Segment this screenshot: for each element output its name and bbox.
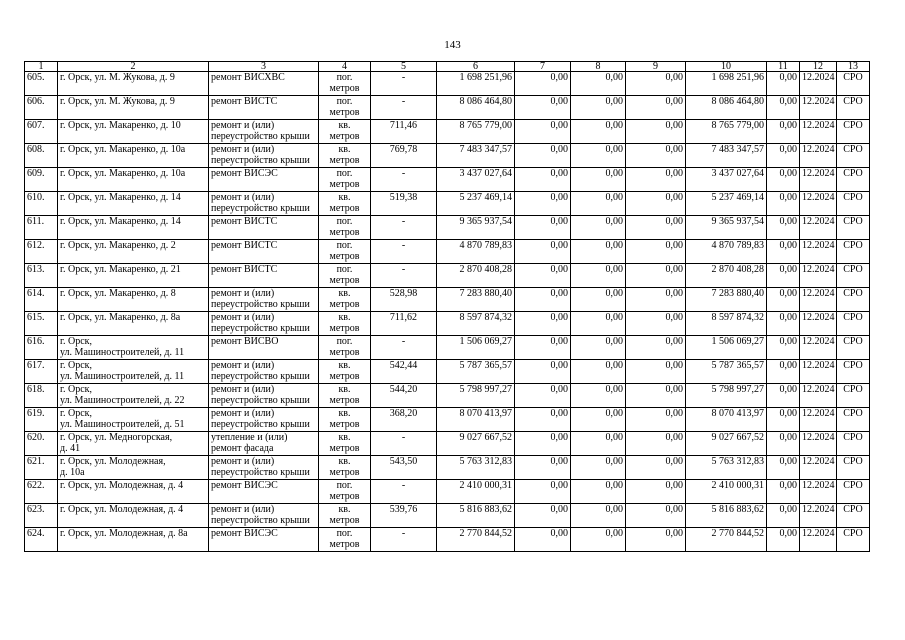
col10-cost-cell: 9 027 667,52 [686, 432, 767, 456]
col8-cell: 0,00 [571, 72, 626, 96]
row-number: 620. [25, 432, 58, 456]
unit-cell: пог. метров [319, 96, 371, 120]
total-cost-cell: 2 410 000,31 [437, 480, 515, 504]
table-row [25, 456, 870, 480]
col10-cost-cell: 5 237 469,14 [686, 192, 767, 216]
col11-cell: 0,00 [767, 96, 800, 120]
deadline-cell: 12.2024 [800, 144, 837, 168]
unit-cell: кв. метров [319, 144, 371, 168]
total-cost-cell: 5 787 365,57 [437, 360, 515, 384]
unit-cell: кв. метров [319, 288, 371, 312]
work-type-cell: ремонт ВИСХВС [209, 72, 319, 96]
col9-cell: 0,00 [626, 336, 686, 360]
total-cost-cell: 9 027 667,52 [437, 432, 515, 456]
col7-cell: 0,00 [515, 96, 571, 120]
table-row [25, 96, 870, 120]
address-cell: г. Орск, ул. Макаренко, д. 14 [58, 216, 209, 240]
address-cell: г. Орск, ул. Машиностроителей, д. 22 [58, 384, 209, 408]
volume-cell: - [371, 480, 437, 504]
col10-cost-cell: 8 765 779,00 [686, 120, 767, 144]
work-type-cell: ремонт и (или) переустройство крыши [209, 120, 319, 144]
row-number: 615. [25, 312, 58, 336]
col7-cell: 0,00 [515, 240, 571, 264]
organization-cell: СРО [837, 192, 870, 216]
organization-cell: СРО [837, 168, 870, 192]
total-cost-cell: 8 070 413,97 [437, 408, 515, 432]
deadline-cell: 12.2024 [800, 432, 837, 456]
row-number: 607. [25, 120, 58, 144]
col8-cell: 0,00 [571, 504, 626, 528]
work-type-cell: ремонт и (или) переустройство крыши [209, 504, 319, 528]
organization-cell: СРО [837, 120, 870, 144]
col7-cell: 0,00 [515, 288, 571, 312]
column-header: 2 [58, 62, 209, 72]
col9-cell: 0,00 [626, 120, 686, 144]
address-cell: г. Орск, ул. Молодежная, д. 8а [58, 528, 209, 552]
work-type-cell: ремонт и (или) переустройство крыши [209, 312, 319, 336]
col10-cost-cell: 2 870 408,28 [686, 264, 767, 288]
unit-cell: пог. метров [319, 480, 371, 504]
col10-cost-cell: 8 086 464,80 [686, 96, 767, 120]
col9-cell: 0,00 [626, 168, 686, 192]
col11-cell: 0,00 [767, 168, 800, 192]
col11-cell: 0,00 [767, 480, 800, 504]
col7-cell: 0,00 [515, 192, 571, 216]
col10-cost-cell: 7 483 347,57 [686, 144, 767, 168]
data-table [24, 61, 870, 552]
col11-cell: 0,00 [767, 432, 800, 456]
col7-cell: 0,00 [515, 504, 571, 528]
column-header: 1 [25, 62, 58, 72]
unit-cell: пог. метров [319, 240, 371, 264]
row-number: 611. [25, 216, 58, 240]
unit-cell: кв. метров [319, 120, 371, 144]
work-type-cell: ремонт ВИСТС [209, 216, 319, 240]
volume-cell: 539,76 [371, 504, 437, 528]
volume-cell: 544,20 [371, 384, 437, 408]
col10-cost-cell: 3 437 027,64 [686, 168, 767, 192]
address-cell: г. Орск, ул. М. Жукова, д. 9 [58, 96, 209, 120]
col11-cell: 0,00 [767, 336, 800, 360]
total-cost-cell: 8 086 464,80 [437, 96, 515, 120]
col8-cell: 0,00 [571, 96, 626, 120]
total-cost-cell: 2 770 844,52 [437, 528, 515, 552]
address-cell: г. Орск, ул. Машиностроителей, д. 51 [58, 408, 209, 432]
col9-cell: 0,00 [626, 360, 686, 384]
column-header: 9 [626, 62, 686, 72]
address-cell: г. Орск, ул. Макаренко, д. 10 [58, 120, 209, 144]
col8-cell: 0,00 [571, 168, 626, 192]
col7-cell: 0,00 [515, 72, 571, 96]
organization-cell: СРО [837, 504, 870, 528]
col10-cost-cell: 8 070 413,97 [686, 408, 767, 432]
col10-cost-cell: 5 798 997,27 [686, 384, 767, 408]
deadline-cell: 12.2024 [800, 504, 837, 528]
unit-cell: кв. метров [319, 312, 371, 336]
volume-cell: 542,44 [371, 360, 437, 384]
deadline-cell: 12.2024 [800, 408, 837, 432]
col10-cost-cell: 2 410 000,31 [686, 480, 767, 504]
col10-cost-cell: 7 283 880,40 [686, 288, 767, 312]
unit-cell: пог. метров [319, 168, 371, 192]
deadline-cell: 12.2024 [800, 528, 837, 552]
table-row [25, 288, 870, 312]
col8-cell: 0,00 [571, 288, 626, 312]
col9-cell: 0,00 [626, 144, 686, 168]
deadline-cell: 12.2024 [800, 384, 837, 408]
col9-cell: 0,00 [626, 240, 686, 264]
row-number: 624. [25, 528, 58, 552]
deadline-cell: 12.2024 [800, 96, 837, 120]
col7-cell: 0,00 [515, 336, 571, 360]
address-cell: г. Орск, ул. М. Жукова, д. 9 [58, 72, 209, 96]
table-row [25, 192, 870, 216]
address-cell: г. Орск, ул. Макаренко, д. 8а [58, 312, 209, 336]
address-cell: г. Орск, ул. Молодежная, д. 4 [58, 480, 209, 504]
table-row [25, 408, 870, 432]
volume-cell: - [371, 336, 437, 360]
col11-cell: 0,00 [767, 360, 800, 384]
organization-cell: СРО [837, 264, 870, 288]
col9-cell: 0,00 [626, 480, 686, 504]
work-type-cell: ремонт ВИСЭС [209, 168, 319, 192]
table-row [25, 216, 870, 240]
deadline-cell: 12.2024 [800, 216, 837, 240]
col10-cost-cell: 1 506 069,27 [686, 336, 767, 360]
col8-cell: 0,00 [571, 264, 626, 288]
col9-cell: 0,00 [626, 192, 686, 216]
col9-cell: 0,00 [626, 312, 686, 336]
col11-cell: 0,00 [767, 288, 800, 312]
organization-cell: СРО [837, 480, 870, 504]
table-row [25, 504, 870, 528]
col8-cell: 0,00 [571, 456, 626, 480]
unit-cell: пог. метров [319, 528, 371, 552]
volume-cell: 711,62 [371, 312, 437, 336]
col9-cell: 0,00 [626, 96, 686, 120]
table-row [25, 120, 870, 144]
col10-cost-cell: 2 770 844,52 [686, 528, 767, 552]
column-header: 10 [686, 62, 767, 72]
volume-cell: 528,98 [371, 288, 437, 312]
total-cost-cell: 5 763 312,83 [437, 456, 515, 480]
table-row [25, 360, 870, 384]
organization-cell: СРО [837, 144, 870, 168]
col7-cell: 0,00 [515, 144, 571, 168]
row-number: 614. [25, 288, 58, 312]
unit-cell: кв. метров [319, 456, 371, 480]
row-number: 621. [25, 456, 58, 480]
col10-cost-cell: 5 816 883,62 [686, 504, 767, 528]
organization-cell: СРО [837, 456, 870, 480]
organization-cell: СРО [837, 384, 870, 408]
address-cell: г. Орск, ул. Макаренко, д. 8 [58, 288, 209, 312]
organization-cell: СРО [837, 312, 870, 336]
col8-cell: 0,00 [571, 144, 626, 168]
volume-cell: - [371, 240, 437, 264]
column-header: 12 [800, 62, 837, 72]
col7-cell: 0,00 [515, 528, 571, 552]
col7-cell: 0,00 [515, 216, 571, 240]
col11-cell: 0,00 [767, 120, 800, 144]
col8-cell: 0,00 [571, 120, 626, 144]
volume-cell: - [371, 264, 437, 288]
row-number: 617. [25, 360, 58, 384]
col7-cell: 0,00 [515, 120, 571, 144]
address-cell: г. Орск, ул. Макаренко, д. 10а [58, 168, 209, 192]
col11-cell: 0,00 [767, 192, 800, 216]
deadline-cell: 12.2024 [800, 360, 837, 384]
volume-cell: 711,46 [371, 120, 437, 144]
col7-cell: 0,00 [515, 480, 571, 504]
row-number: 609. [25, 168, 58, 192]
col7-cell: 0,00 [515, 264, 571, 288]
total-cost-cell: 7 283 880,40 [437, 288, 515, 312]
deadline-cell: 12.2024 [800, 72, 837, 96]
column-header: 3 [209, 62, 319, 72]
volume-cell: - [371, 96, 437, 120]
col8-cell: 0,00 [571, 360, 626, 384]
total-cost-cell: 1 698 251,96 [437, 72, 515, 96]
col8-cell: 0,00 [571, 312, 626, 336]
total-cost-cell: 8 597 874,32 [437, 312, 515, 336]
col9-cell: 0,00 [626, 264, 686, 288]
deadline-cell: 12.2024 [800, 312, 837, 336]
total-cost-cell: 4 870 789,83 [437, 240, 515, 264]
col7-cell: 0,00 [515, 408, 571, 432]
organization-cell: СРО [837, 432, 870, 456]
total-cost-cell: 9 365 937,54 [437, 216, 515, 240]
row-number: 618. [25, 384, 58, 408]
unit-cell: кв. метров [319, 432, 371, 456]
column-number-row [25, 62, 870, 72]
col11-cell: 0,00 [767, 504, 800, 528]
unit-cell: пог. метров [319, 216, 371, 240]
col11-cell: 0,00 [767, 240, 800, 264]
col8-cell: 0,00 [571, 240, 626, 264]
col9-cell: 0,00 [626, 216, 686, 240]
col8-cell: 0,00 [571, 336, 626, 360]
row-number: 623. [25, 504, 58, 528]
col11-cell: 0,00 [767, 264, 800, 288]
total-cost-cell: 5 237 469,14 [437, 192, 515, 216]
total-cost-cell: 5 798 997,27 [437, 384, 515, 408]
column-header: 6 [437, 62, 515, 72]
organization-cell: СРО [837, 72, 870, 96]
col7-cell: 0,00 [515, 456, 571, 480]
col9-cell: 0,00 [626, 456, 686, 480]
col10-cost-cell: 8 597 874,32 [686, 312, 767, 336]
volume-cell: 368,20 [371, 408, 437, 432]
col9-cell: 0,00 [626, 432, 686, 456]
col8-cell: 0,00 [571, 432, 626, 456]
organization-cell: СРО [837, 336, 870, 360]
work-type-cell: ремонт ВИСТС [209, 264, 319, 288]
col11-cell: 0,00 [767, 384, 800, 408]
column-header: 7 [515, 62, 571, 72]
work-type-cell: ремонт ВИСВО [209, 336, 319, 360]
col7-cell: 0,00 [515, 360, 571, 384]
work-type-cell: ремонт и (или) переустройство крыши [209, 288, 319, 312]
table-row [25, 144, 870, 168]
col9-cell: 0,00 [626, 504, 686, 528]
work-type-cell: ремонт и (или) переустройство крыши [209, 144, 319, 168]
unit-cell: пог. метров [319, 264, 371, 288]
organization-cell: СРО [837, 360, 870, 384]
address-cell: г. Орск, ул. Молодежная, д. 4 [58, 504, 209, 528]
volume-cell: - [371, 72, 437, 96]
unit-cell: кв. метров [319, 192, 371, 216]
address-cell: г. Орск, ул. Макаренко, д. 2 [58, 240, 209, 264]
work-type-cell: ремонт ВИСТС [209, 240, 319, 264]
total-cost-cell: 1 506 069,27 [437, 336, 515, 360]
address-cell: г. Орск, ул. Молодежная, д. 10а [58, 456, 209, 480]
col11-cell: 0,00 [767, 144, 800, 168]
col9-cell: 0,00 [626, 408, 686, 432]
col9-cell: 0,00 [626, 384, 686, 408]
col7-cell: 0,00 [515, 312, 571, 336]
row-number: 616. [25, 336, 58, 360]
work-type-cell: утепление и (или) ремонт фасада [209, 432, 319, 456]
col11-cell: 0,00 [767, 312, 800, 336]
unit-cell: пог. метров [319, 336, 371, 360]
table-row [25, 480, 870, 504]
col10-cost-cell: 1 698 251,96 [686, 72, 767, 96]
row-number: 606. [25, 96, 58, 120]
col11-cell: 0,00 [767, 528, 800, 552]
col7-cell: 0,00 [515, 384, 571, 408]
organization-cell: СРО [837, 408, 870, 432]
row-number: 610. [25, 192, 58, 216]
address-cell: г. Орск, ул. Медногорская, д. 41 [58, 432, 209, 456]
deadline-cell: 12.2024 [800, 168, 837, 192]
work-type-cell: ремонт ВИСТС [209, 96, 319, 120]
total-cost-cell: 5 816 883,62 [437, 504, 515, 528]
address-cell: г. Орск, ул. Макаренко, д. 14 [58, 192, 209, 216]
col9-cell: 0,00 [626, 528, 686, 552]
col10-cost-cell: 4 870 789,83 [686, 240, 767, 264]
deadline-cell: 12.2024 [800, 336, 837, 360]
column-header: 11 [767, 62, 800, 72]
address-cell: г. Орск, ул. Машиностроителей, д. 11 [58, 360, 209, 384]
col9-cell: 0,00 [626, 72, 686, 96]
deadline-cell: 12.2024 [800, 240, 837, 264]
table-row [25, 264, 870, 288]
deadline-cell: 12.2024 [800, 480, 837, 504]
volume-cell: - [371, 216, 437, 240]
volume-cell: - [371, 432, 437, 456]
column-header: 4 [319, 62, 371, 72]
work-type-cell: ремонт и (или) переустройство крыши [209, 192, 319, 216]
page-number: 143 [444, 39, 461, 51]
col8-cell: 0,00 [571, 216, 626, 240]
total-cost-cell: 8 765 779,00 [437, 120, 515, 144]
column-header: 5 [371, 62, 437, 72]
col8-cell: 0,00 [571, 408, 626, 432]
row-number: 605. [25, 72, 58, 96]
row-number: 612. [25, 240, 58, 264]
organization-cell: СРО [837, 528, 870, 552]
organization-cell: СРО [837, 216, 870, 240]
col9-cell: 0,00 [626, 288, 686, 312]
work-type-cell: ремонт и (или) переустройство крыши [209, 456, 319, 480]
deadline-cell: 12.2024 [800, 288, 837, 312]
col8-cell: 0,00 [571, 528, 626, 552]
work-type-cell: ремонт и (или) переустройство крыши [209, 384, 319, 408]
organization-cell: СРО [837, 240, 870, 264]
work-type-cell: ремонт ВИСЭС [209, 528, 319, 552]
work-type-cell: ремонт и (или) переустройство крыши [209, 408, 319, 432]
organization-cell: СРО [837, 96, 870, 120]
unit-cell: кв. метров [319, 360, 371, 384]
col10-cost-cell: 5 763 312,83 [686, 456, 767, 480]
table-row [25, 312, 870, 336]
col7-cell: 0,00 [515, 432, 571, 456]
table-body [25, 62, 870, 552]
total-cost-cell: 3 437 027,64 [437, 168, 515, 192]
volume-cell: 543,50 [371, 456, 437, 480]
col7-cell: 0,00 [515, 168, 571, 192]
table-row [25, 168, 870, 192]
col11-cell: 0,00 [767, 216, 800, 240]
volume-cell: 769,78 [371, 144, 437, 168]
row-number: 608. [25, 144, 58, 168]
table-row [25, 528, 870, 552]
col10-cost-cell: 5 787 365,57 [686, 360, 767, 384]
col8-cell: 0,00 [571, 192, 626, 216]
organization-cell: СРО [837, 288, 870, 312]
unit-cell: кв. метров [319, 408, 371, 432]
col11-cell: 0,00 [767, 456, 800, 480]
unit-cell: кв. метров [319, 504, 371, 528]
table-row [25, 432, 870, 456]
table-row [25, 384, 870, 408]
col11-cell: 0,00 [767, 408, 800, 432]
row-number: 622. [25, 480, 58, 504]
col8-cell: 0,00 [571, 384, 626, 408]
row-number: 619. [25, 408, 58, 432]
table-row [25, 72, 870, 96]
col10-cost-cell: 9 365 937,54 [686, 216, 767, 240]
row-number: 613. [25, 264, 58, 288]
deadline-cell: 12.2024 [800, 192, 837, 216]
deadline-cell: 12.2024 [800, 264, 837, 288]
address-cell: г. Орск, ул. Машиностроителей, д. 11 [58, 336, 209, 360]
volume-cell: 519,38 [371, 192, 437, 216]
work-type-cell: ремонт и (или) переустройство крыши [209, 360, 319, 384]
table-row [25, 336, 870, 360]
unit-cell: кв. метров [319, 384, 371, 408]
volume-cell: - [371, 168, 437, 192]
volume-cell: - [371, 528, 437, 552]
address-cell: г. Орск, ул. Макаренко, д. 21 [58, 264, 209, 288]
unit-cell: пог. метров [319, 72, 371, 96]
deadline-cell: 12.2024 [800, 456, 837, 480]
col11-cell: 0,00 [767, 72, 800, 96]
total-cost-cell: 2 870 408,28 [437, 264, 515, 288]
work-type-cell: ремонт ВИСЭС [209, 480, 319, 504]
deadline-cell: 12.2024 [800, 120, 837, 144]
column-header: 8 [571, 62, 626, 72]
table-row [25, 240, 870, 264]
address-cell: г. Орск, ул. Макаренко, д. 10а [58, 144, 209, 168]
total-cost-cell: 7 483 347,57 [437, 144, 515, 168]
col8-cell: 0,00 [571, 480, 626, 504]
column-header: 13 [837, 62, 870, 72]
